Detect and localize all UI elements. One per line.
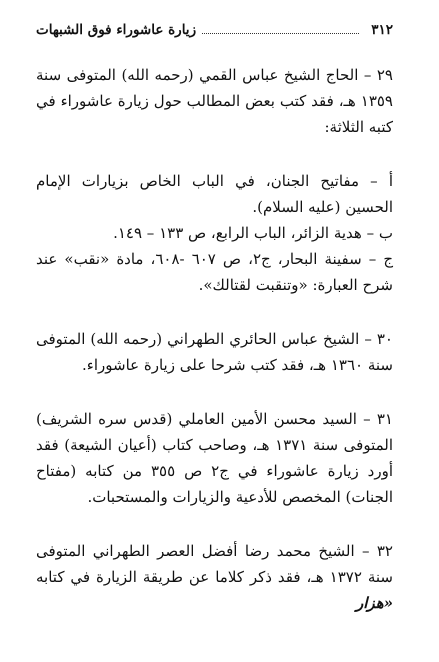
- paragraph-29-item-b: ب – هدية الزائر، الباب الرابع، ص ١٣٣ – ١٤٩.: [113, 224, 393, 242]
- running-header: [36, 20, 393, 40]
- paragraph-30: ٣٠ – الشيخ عباس الحائري الطهراني (رحمه الله) المتوفى سنة ١٣٦٠ هـ، فقد كتب شرحا على زيارة عاشوراء.: [36, 330, 393, 374]
- paragraph-32-book-title: «هزار: [356, 594, 393, 612]
- page-number: ٣١٢: [371, 22, 393, 38]
- paragraph-29-item-a: أ – مفاتيح الجنان، في الباب الخاص بزيارات الإمام الحسين (عليه السلام).: [36, 172, 393, 216]
- paragraph-29-item-c: ج – سفينة البحار، ج٢، ص ٦٠٧ -٦٠٨، مادة «نقب» عند شرح العبارة: «وتنقبت لقتالك».: [36, 250, 393, 294]
- page-body: [36, 62, 393, 616]
- paragraph-31: ٣١ – السيد محسن الأمين العاملي (قدس سره الشريف) المتوفى سنة ١٣٧١ هـ، وصاحب كتاب (أعيان الشيعة) فقد أورد زيارة عاشوراء في ج٢ ص ٣٥٥ من كتابه (مفتاح الجنات) المخصص للأدعية والزيارات والمستحبات.: [36, 410, 394, 506]
- paragraph-32-text: ٣٢ – الشيخ محمد رضا أفضل العصر الطهراني المتوفى سنة ١٣٧٢ هـ، فقد ذكر كلاما عن طريقة الزيارة في كتابه: [36, 542, 393, 586]
- paragraph-32: [36, 538, 393, 616]
- running-title: زيارة عاشوراء فوق الشبهات: [36, 22, 197, 38]
- header-dotted-leader: [202, 33, 359, 34]
- paragraph-29: ٢٩ – الحاج الشيخ عباس القمي (رحمه الله) المتوفى سنة ١٣٥٩ هـ، فقد كتب بعض المطالب حول زيارة عاشوراء في كتبه الثلاثة:: [36, 66, 393, 136]
